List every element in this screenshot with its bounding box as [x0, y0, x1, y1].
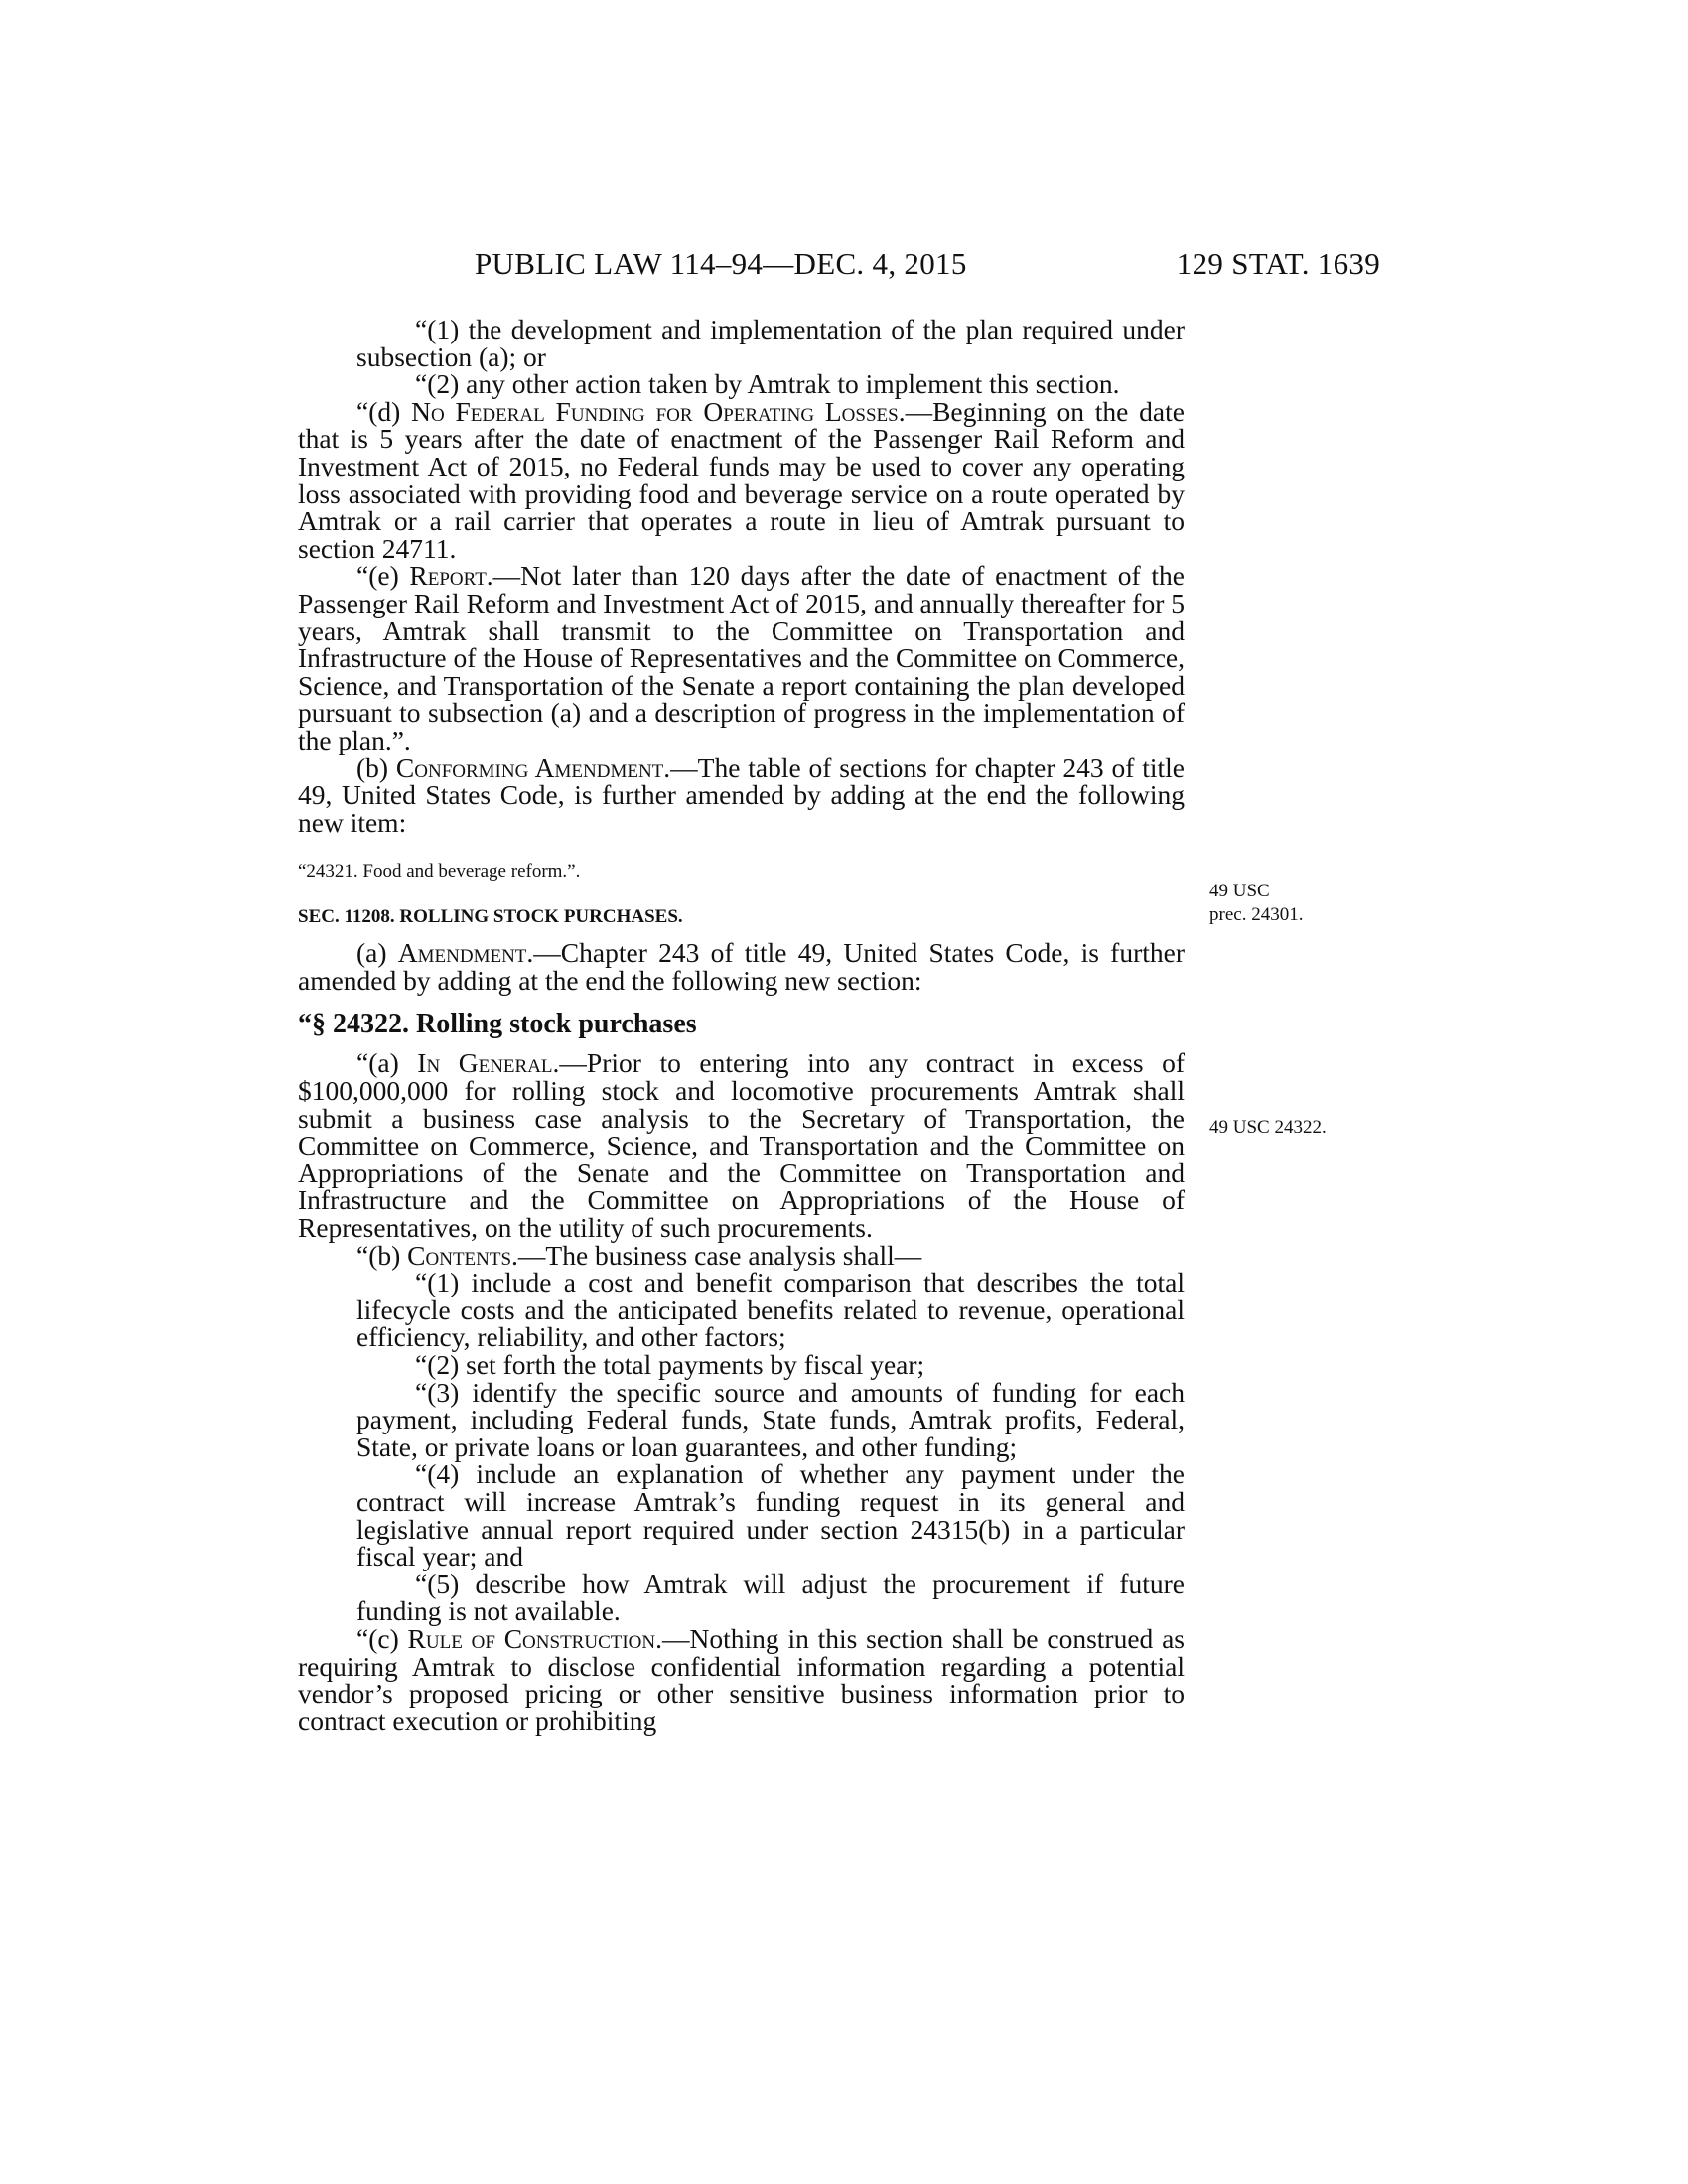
new-section-title: “§ 24322. Rolling stock purchases [298, 1009, 697, 1040]
page-header [298, 246, 1380, 286]
contents-item-3: “(3) identify the specific source and amounts of funding for each payment, including Federal funds, State funds, Amtrak profits, Federal, State, or private loans or loan guarantees, and other funding; [356, 1376, 1185, 1462]
conforming-amendment-heading: Conforming Amendment [395, 751, 664, 783]
contents-item-4: “(4) include an explanation of whether any payment under the contract will increase Amtrak’s funding request in its general and legislative annual report required under section 24315(b) in a particular fiscal year; and [356, 1458, 1185, 1572]
amendment-heading: Amendment [397, 937, 527, 969]
contents-item-2: “(2) set forth the total payments by fiscal year; [415, 1349, 925, 1380]
table-of-sections-item: “24321. Food and beverage reform.”. [298, 861, 581, 883]
paragraph-c1: “(1) the development and implementation of the plan required under subsection (a); or [356, 314, 1185, 372]
subsection-e: “(e) Report.—Not later than 120 days after the date of enactment of the Passenger Rail Reform and Investment Act of 2015, and annually thereafter for 5 years, Amtrak shall transmit to the Committee on Transportation and Infrastructure of the House of Representatives and the Committee on Commerce, Science, and Transportation of the Senate a report containing the plan developed pursuant to subsection (a) and a description of progress in the implementation of the plan.”. [298, 560, 1185, 755]
in-general-heading: In General [417, 1047, 553, 1079]
subsection-d: “(d) No Federal Funding for Operating Losses.—Beginning on the date that is 5 years after the date of enactment of the Passenger Rail Reform and Investment Act of 2015, no Federal funds may be used to cover any operating loss associated with providing food and beverage service on a route operated by Amtrak or a rail carrier that operates a route in lieu of Amtrak pursuant to section 24711. [298, 395, 1185, 564]
amendment-paragraph: (a) Amendment.—Chapter 243 of title 49, United States Code, is further amended by adding at the end the following new section: [298, 937, 1185, 996]
contents-heading: Contents [407, 1239, 512, 1271]
margin-note-prec-24301: 49 USC prec. 24301. [1209, 881, 1304, 925]
margin-note-24322: 49 USC 24322. [1209, 1117, 1327, 1138]
subsection-in-general: “(a) In General.—Prior to entering into any contract in excess of $100,000,000 for rolling stock and locomotive procurements Amtrak shall submit a business case analysis to the Secretary of Transportation, the Committee on Commerce, Science, and Transportation and the Committee on Appropriations of the Senate and the Committee on Transportation and Infrastructure and the Committee on Appropriations of the House of Representatives, on the utility of such procurements. [298, 1047, 1185, 1244]
body-text [298, 316, 1185, 1734]
rule-of-construction-heading: Rule of Construction [407, 1622, 656, 1654]
section-heading: SEC. 11208. ROLLING STOCK PURCHASES. [298, 906, 683, 928]
subsection-d-heading: No Federal Funding for Operating Losses [411, 395, 899, 427]
subsection-e-heading: Report [409, 560, 487, 592]
subsection-contents: “(b) Contents.—The business case analysis shall— [356, 1239, 922, 1271]
stat-page-number: 129 STAT. 1639 [1176, 246, 1380, 281]
contents-item-5: “(5) describe how Amtrak will adjust the procurement if future funding is not available. [356, 1568, 1185, 1627]
conforming-amendment: (b) Conforming Amendment.—The table of sections for chapter 243 of title 49, United States Code, is further amended by adding at the end the following new item: [298, 751, 1185, 838]
subsection-rule-of-construction: “(c) Rule of Construction.—Nothing in this section shall be construed as requiring Amtrak to disclose confidential information regarding a potential vendor’s proposed pricing or other sensitive business information prior to contract execution or prohibiting [298, 1622, 1186, 1736]
contents-item-1: “(1) include a cost and benefit comparison that describes the total lifecycle costs and the anticipated benefits related to revenue, operational efficiency, reliability, and other factors; [356, 1267, 1185, 1353]
paragraph-c2: “(2) any other action taken by Amtrak to implement this section. [415, 368, 1120, 400]
running-head: PUBLIC LAW 114–94—DEC. 4, 2015 [475, 246, 967, 281]
